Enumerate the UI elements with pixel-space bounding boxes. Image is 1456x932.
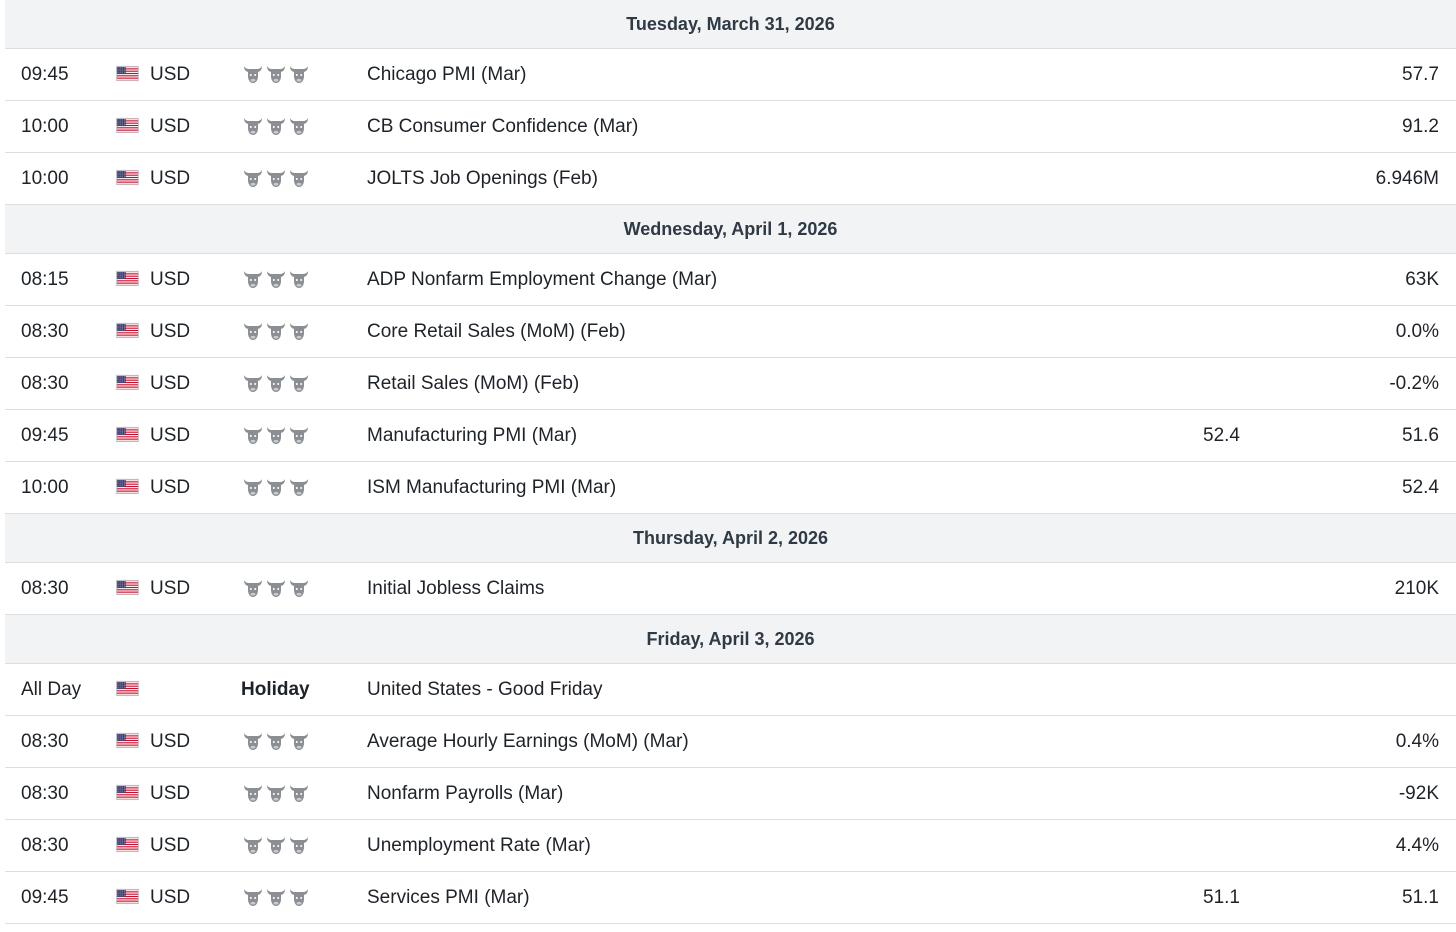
- event-row[interactable]: [5, 768, 1456, 820]
- us-flag-icon: [116, 680, 139, 697]
- bull-icon: [242, 886, 264, 908]
- us-flag-icon: [116, 836, 139, 853]
- event-name-link[interactable]: Manufacturing PMI (Mar): [367, 425, 578, 446]
- importance-rating: [242, 886, 311, 908]
- us-flag-icon: [116, 732, 139, 749]
- currency-label: USD: [150, 835, 191, 856]
- us-flag-icon: [116, 117, 139, 134]
- bull-icon: [288, 424, 310, 446]
- event-time: 08:30: [21, 731, 69, 752]
- forecast-value: 52.4: [1203, 425, 1240, 446]
- importance-rating: [242, 730, 311, 752]
- event-time: 10:00: [21, 477, 69, 498]
- currency-label: USD: [150, 578, 191, 599]
- us-flag-icon: [116, 322, 139, 339]
- importance-rating: [242, 115, 311, 137]
- bull-icon: [265, 424, 287, 446]
- bull-icon: [265, 63, 287, 85]
- us-flag-icon: [116, 579, 139, 596]
- event-row[interactable]: [5, 101, 1456, 153]
- day-header: Friday, April 3, 2026: [5, 615, 1456, 664]
- day-header: Thursday, April 2, 2026: [5, 514, 1456, 563]
- bull-icon: [265, 268, 287, 290]
- event-row[interactable]: [5, 410, 1456, 462]
- bull-icon: [288, 372, 310, 394]
- bull-icon: [242, 577, 264, 599]
- previous-value: 0.4%: [1395, 731, 1439, 752]
- us-flag-icon: [116, 426, 139, 443]
- event-time: 08:30: [21, 321, 69, 342]
- previous-value: 57.7: [1402, 64, 1439, 85]
- currency-label: USD: [150, 887, 191, 908]
- event-row[interactable]: [5, 462, 1456, 514]
- currency-label: USD: [150, 477, 191, 498]
- importance-rating: [242, 577, 311, 599]
- previous-value: -0.2%: [1389, 373, 1439, 394]
- event-time: 08:15: [21, 269, 69, 290]
- bull-icon: [242, 268, 264, 290]
- previous-value: 51.1: [1402, 887, 1439, 908]
- bull-icon: [242, 782, 264, 804]
- bull-icon: [265, 476, 287, 498]
- bull-icon: [288, 115, 310, 137]
- event-name-link[interactable]: Unemployment Rate (Mar): [367, 835, 591, 856]
- bull-icon: [288, 476, 310, 498]
- event-time: 08:30: [21, 835, 69, 856]
- event-time: 09:45: [21, 887, 69, 908]
- event-name-link[interactable]: CB Consumer Confidence (Mar): [367, 116, 639, 137]
- event-name-link[interactable]: Services PMI (Mar): [367, 887, 530, 908]
- importance-rating: [242, 424, 311, 446]
- event-time: 10:00: [21, 116, 69, 137]
- event-time: All Day: [21, 679, 82, 700]
- importance-rating: [242, 268, 311, 290]
- event-name-link[interactable]: Retail Sales (MoM) (Feb): [367, 373, 580, 394]
- currency-label: USD: [150, 731, 191, 752]
- previous-value: 91.2: [1402, 116, 1439, 137]
- event-row[interactable]: [5, 358, 1456, 410]
- economic-calendar-table: [5, 0, 1456, 924]
- us-flag-icon: [116, 65, 139, 82]
- bull-icon: [242, 63, 264, 85]
- event-name-link[interactable]: Initial Jobless Claims: [367, 578, 545, 599]
- bull-icon: [265, 320, 287, 342]
- event-time: 08:30: [21, 783, 69, 804]
- bull-icon: [265, 115, 287, 137]
- holiday-label: Holiday: [241, 679, 310, 700]
- previous-value: 51.6: [1402, 425, 1439, 446]
- event-name-link[interactable]: ADP Nonfarm Employment Change (Mar): [367, 269, 718, 290]
- bull-icon: [288, 63, 310, 85]
- us-flag-icon: [116, 478, 139, 495]
- previous-value: 52.4: [1402, 477, 1439, 498]
- event-time: 10:00: [21, 168, 69, 189]
- previous-value: 63K: [1405, 269, 1439, 290]
- bull-icon: [242, 730, 264, 752]
- currency-label: USD: [150, 425, 191, 446]
- bull-icon: [265, 167, 287, 189]
- bull-icon: [288, 167, 310, 189]
- day-header: Wednesday, April 1, 2026: [5, 205, 1456, 254]
- bull-icon: [242, 167, 264, 189]
- currency-label: USD: [150, 269, 191, 290]
- previous-value: 6.946M: [1375, 168, 1439, 189]
- currency-label: USD: [150, 116, 191, 137]
- currency-label: USD: [150, 168, 191, 189]
- bull-icon: [288, 782, 310, 804]
- bull-icon: [242, 372, 264, 394]
- event-row[interactable]: [5, 872, 1456, 924]
- event-row[interactable]: [5, 306, 1456, 358]
- event-name-link[interactable]: Average Hourly Earnings (MoM) (Mar): [367, 731, 689, 752]
- us-flag-icon: [116, 784, 139, 801]
- event-row[interactable]: [5, 820, 1456, 872]
- event-name-link[interactable]: Nonfarm Payrolls (Mar): [367, 783, 564, 804]
- importance-rating: [242, 476, 311, 498]
- event-time: 08:30: [21, 578, 69, 599]
- bull-icon: [242, 476, 264, 498]
- event-row[interactable]: [5, 716, 1456, 768]
- bull-icon: [288, 730, 310, 752]
- event-name-link[interactable]: ISM Manufacturing PMI (Mar): [367, 477, 617, 498]
- event-name-link[interactable]: JOLTS Job Openings (Feb): [367, 168, 598, 189]
- bull-icon: [288, 577, 310, 599]
- event-time: 09:45: [21, 64, 69, 85]
- previous-value: 4.4%: [1395, 835, 1439, 856]
- bull-icon: [288, 320, 310, 342]
- bull-icon: [242, 834, 264, 856]
- us-flag-icon: [116, 888, 139, 905]
- currency-label: USD: [150, 64, 191, 85]
- event-row[interactable]: [5, 254, 1456, 306]
- forecast-value: 51.1: [1203, 887, 1240, 908]
- currency-label: USD: [150, 783, 191, 804]
- bull-icon: [288, 886, 310, 908]
- bull-icon: [242, 424, 264, 446]
- bull-icon: [265, 834, 287, 856]
- bull-icon: [265, 577, 287, 599]
- bull-icon: [265, 782, 287, 804]
- bull-icon: [265, 730, 287, 752]
- event-time: 09:45: [21, 425, 69, 446]
- event-name-link[interactable]: Core Retail Sales (MoM) (Feb): [367, 321, 626, 342]
- event-name-link[interactable]: Chicago PMI (Mar): [367, 64, 527, 85]
- importance-rating: [242, 167, 311, 189]
- previous-value: -92K: [1398, 783, 1439, 804]
- us-flag-icon: [116, 270, 139, 287]
- currency-label: USD: [150, 321, 191, 342]
- importance-rating: [242, 372, 311, 394]
- event-time: 08:30: [21, 373, 69, 394]
- bull-icon: [288, 268, 310, 290]
- day-header: Tuesday, March 31, 2026: [5, 0, 1456, 49]
- event-row[interactable]: [5, 563, 1456, 615]
- previous-value: 0.0%: [1395, 321, 1439, 342]
- event-row[interactable]: [5, 49, 1456, 101]
- event-row[interactable]: [5, 664, 1456, 716]
- bull-icon: [242, 115, 264, 137]
- us-flag-icon: [116, 169, 139, 186]
- previous-value: 210K: [1394, 578, 1439, 599]
- importance-rating: [242, 320, 311, 342]
- importance-rating: [242, 782, 311, 804]
- us-flag-icon: [116, 374, 139, 391]
- bull-icon: [242, 320, 264, 342]
- event-row[interactable]: [5, 153, 1456, 205]
- event-name-link[interactable]: United States - Good Friday: [367, 679, 603, 700]
- bull-icon: [265, 886, 287, 908]
- importance-rating: [242, 834, 311, 856]
- bull-icon: [265, 372, 287, 394]
- importance-rating: [242, 63, 311, 85]
- currency-label: USD: [150, 373, 191, 394]
- bull-icon: [288, 834, 310, 856]
